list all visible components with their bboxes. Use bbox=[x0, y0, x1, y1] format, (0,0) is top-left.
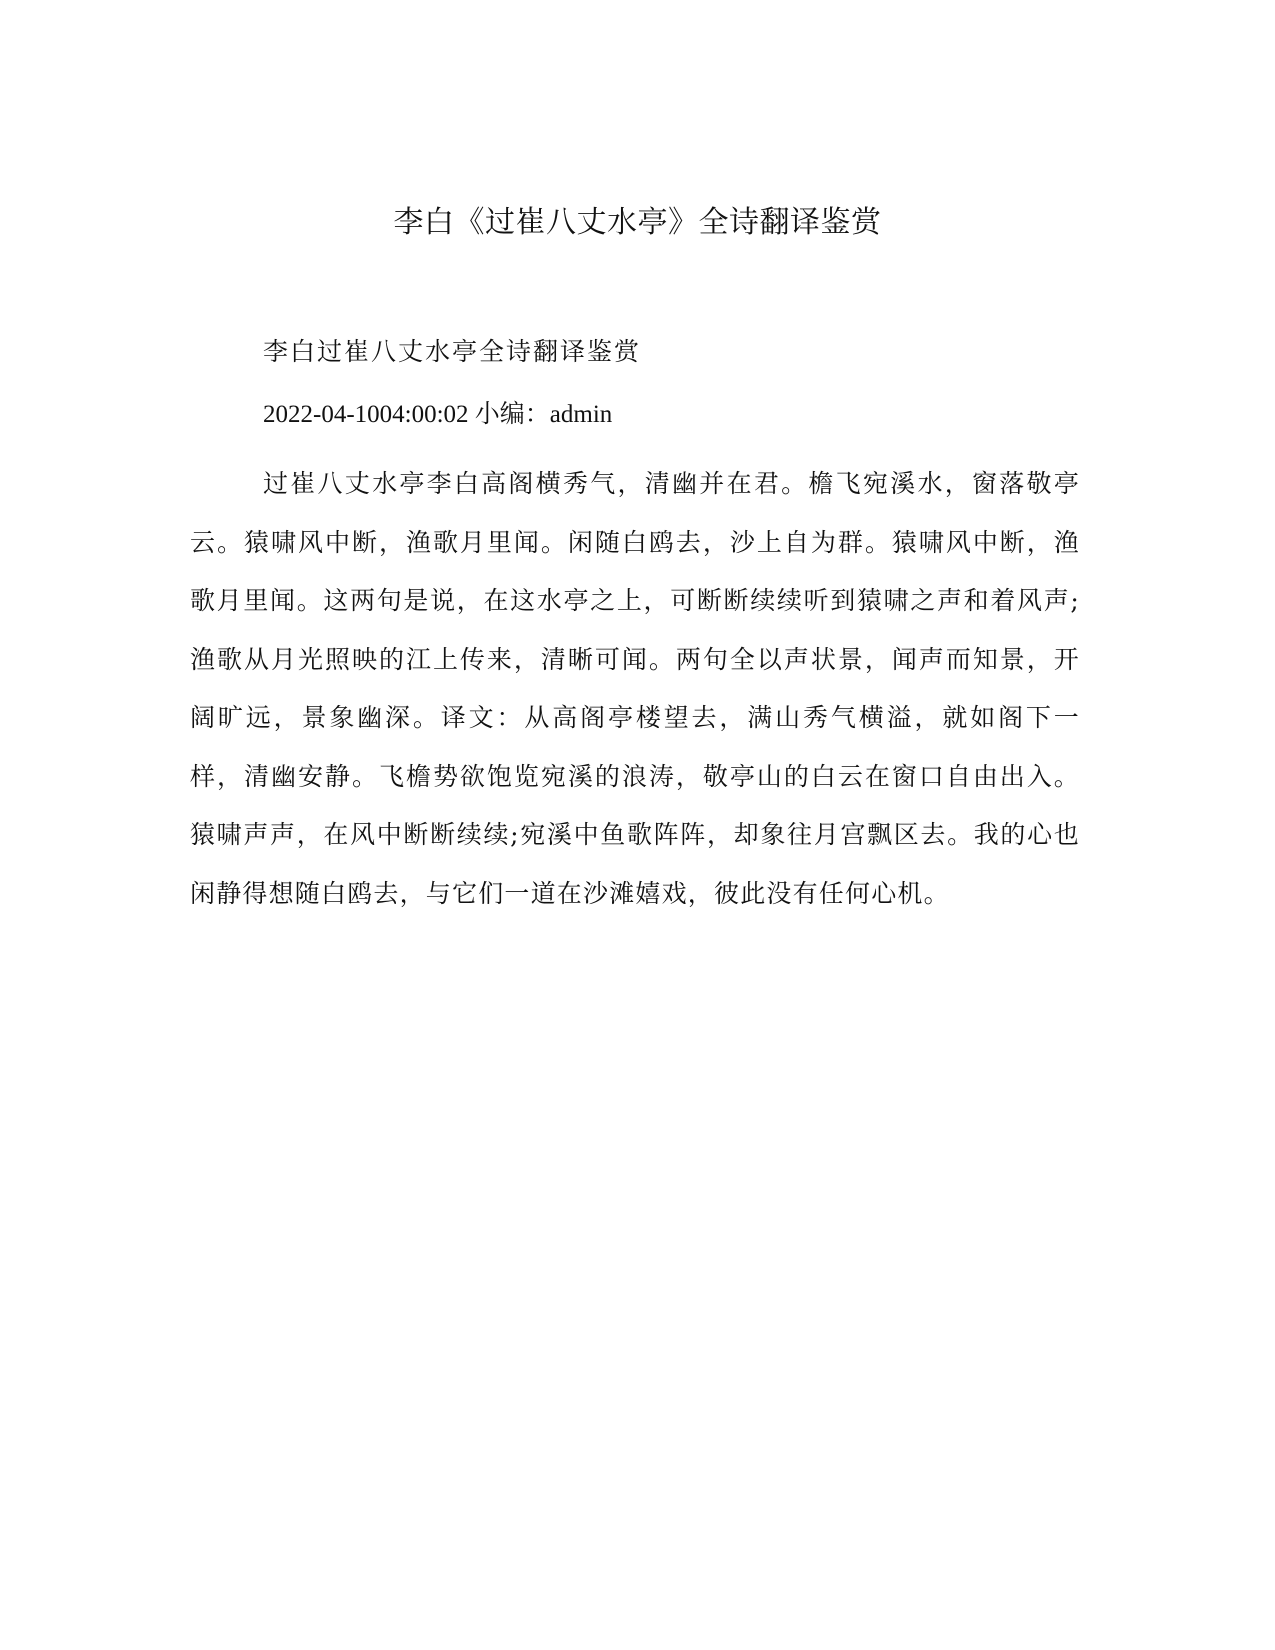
document-title: 李白《过崔八丈水亭》全诗翻译鉴赏 bbox=[393, 205, 882, 240]
document-subtitle: 李白过崔八丈水亭全诗翻译鉴赏 bbox=[263, 337, 642, 366]
article-body: 过崔八丈水亭李白高阁横秀气，清幽并在君。檐飞宛溪水，窗落敬亭云。猿啸风中断，渔歌月里闻。闲随白鸥去，沙上自为群。猿啸风中断，渔歌月里闻。这两句是说，在这水亭之上，可断断续续听到猿啸之声和着风声;渔歌从月光照映的江上传来，清晰可闻。两句全以声状景，闻声而知景，开阔旷远，景象幽深。译文：从高阁亭楼望去，满山秀气横溢，就如阁下一样，清幽安静。飞檐势欲饱览宛溪的浪涛，敬亭山的白云在窗口自由出入。猿啸声声，在风中断断续续;宛溪中鱼歌阵阵，却象往月宫飘区去。我的心也闲静得想随白鸥去，与它们一道在沙滩嬉戏，彼此没有任何心机。 bbox=[190, 469, 1080, 908]
publish-meta: 2022-04-1004:00:02 小编：admin bbox=[263, 401, 613, 428]
